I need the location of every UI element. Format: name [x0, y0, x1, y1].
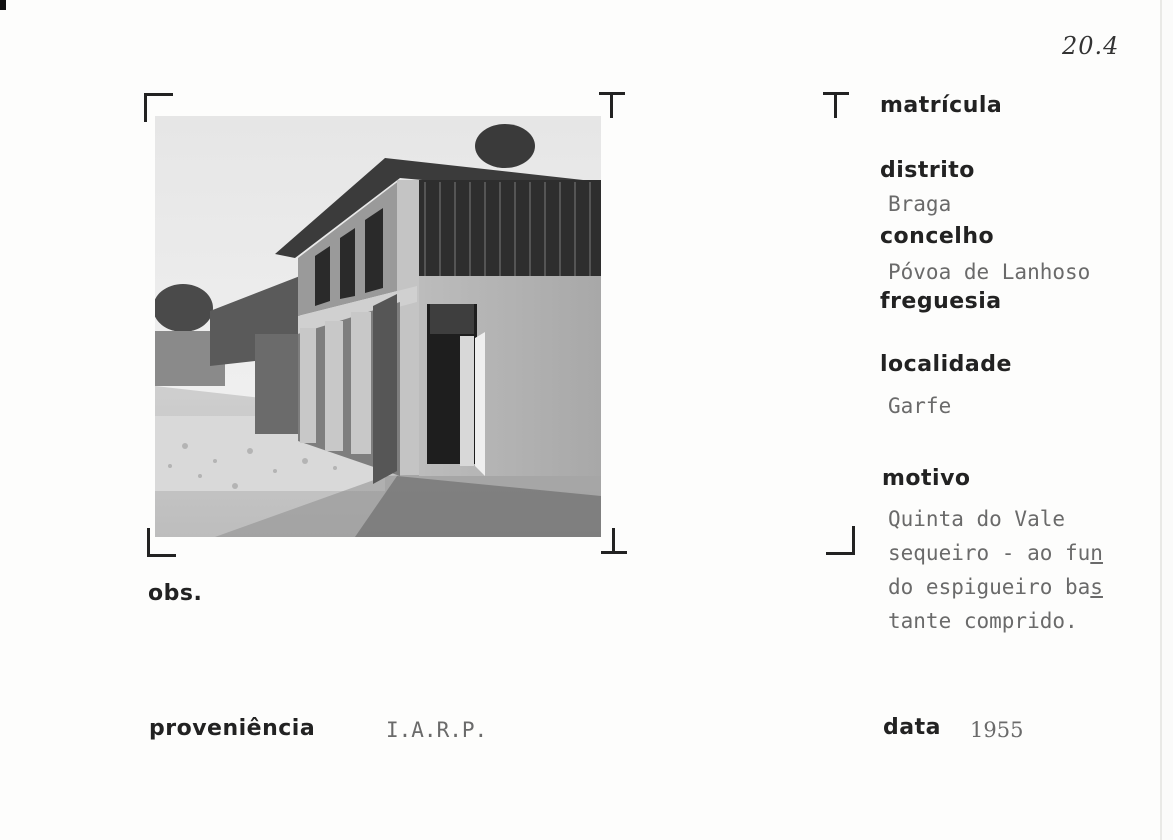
motivo-line-2-underlined: n: [1090, 541, 1103, 565]
data-value: 1955: [970, 718, 1024, 742]
localidade-value: Garfe: [888, 394, 952, 418]
motivo-line-2-text: sequeiro - ao fu: [888, 541, 1091, 565]
distrito-value: Braga: [888, 192, 952, 216]
motivo-line-3-underlined: s: [1090, 575, 1103, 599]
motivo-line-1: Quinta do Vale: [888, 507, 1066, 531]
matricula-label: matrícula: [880, 93, 1003, 118]
concelho-value: Póvoa de Lanhoso: [888, 260, 1091, 284]
freguesia-label: freguesia: [880, 289, 1002, 314]
crop-mark-right-top: [823, 92, 849, 118]
concelho-label: concelho: [880, 224, 995, 249]
motivo-line-2: [888, 541, 1103, 565]
corner-mark: [0, 0, 6, 10]
crop-mark-bottom-right: [601, 528, 627, 554]
crop-mark-top-right: [599, 92, 625, 118]
distrito-label: distrito: [880, 158, 975, 183]
localidade-label: localidade: [880, 352, 1012, 377]
data-label: data: [883, 715, 941, 740]
motivo-line-4: tante comprido.: [888, 609, 1078, 633]
proveniencia-label: proveniência: [149, 716, 316, 741]
crop-mark-right-bottom: [826, 526, 855, 555]
proveniencia-value: I.A.R.P.: [386, 718, 488, 742]
motivo-label: motivo: [882, 466, 971, 491]
obs-label: obs.: [148, 581, 203, 606]
building-photograph: [155, 116, 601, 537]
motivo-value: [888, 502, 1103, 638]
catalog-number: 20.4: [1062, 32, 1120, 60]
motivo-line-3: [888, 575, 1103, 599]
motivo-line-3-text: do espigueiro ba: [888, 575, 1091, 599]
